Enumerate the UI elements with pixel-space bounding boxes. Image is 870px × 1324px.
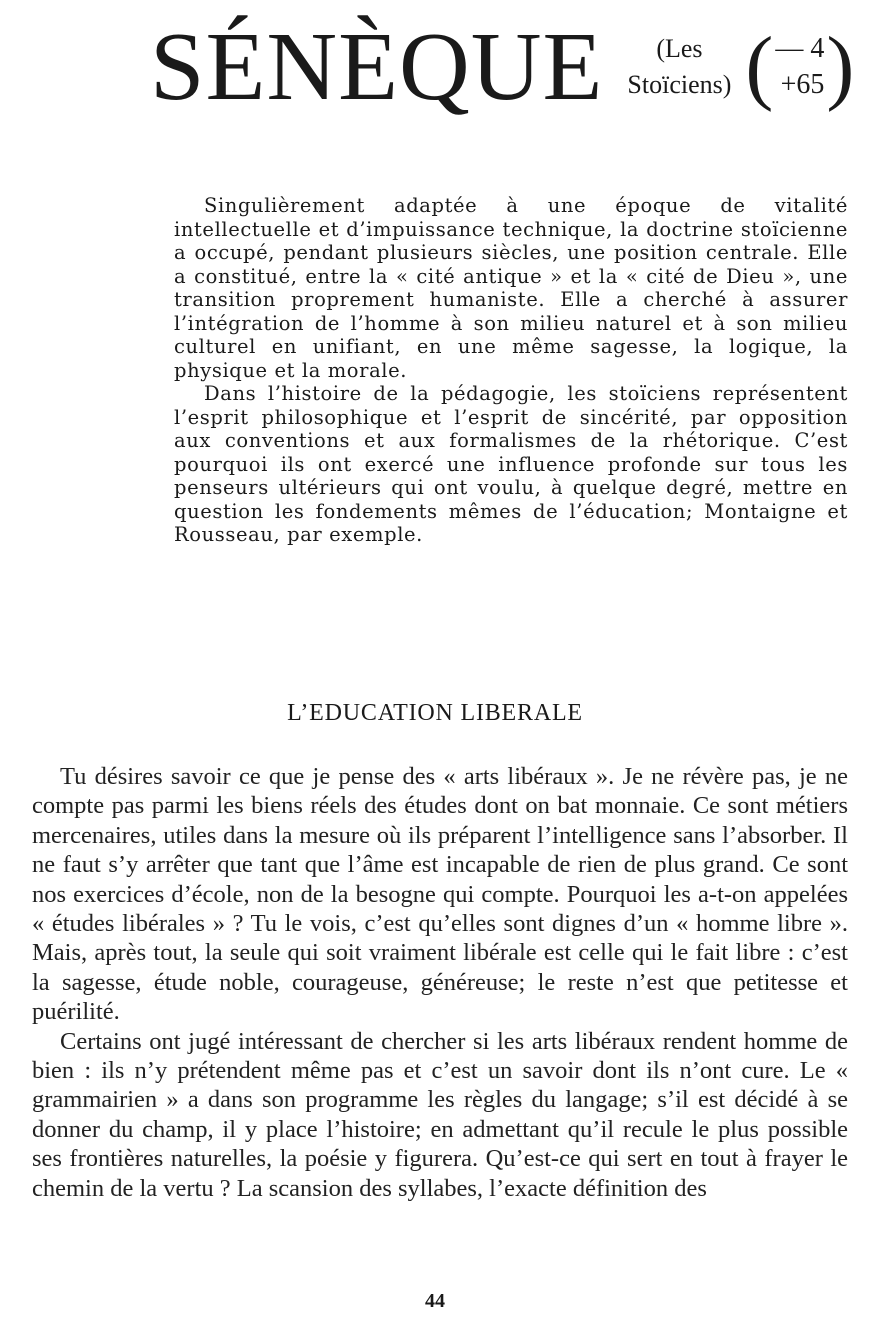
intro-text [174,194,848,547]
body-paragraph: Certains ont jugé intéressant de chercher si les arts libéraux rendent homme de bien : ils n’y prétendent même pas et c’est un savoir dont ils n’ont cure. Le « grammairien » a dans son programme les règles du langage; s’il est décidé à se donner du champ, il y place l’histoire; en admettant qu’il recule le plus possible ses frontières naturelles, la poésie y figurera. Qu’est-ce qui sert en tout à frayer le chemin de la vertu ? La scansion des syllabes, l’exacte définition des [32,1027,848,1202]
lifespan-dates [775,31,824,103]
school-line-2: Stoïciens) [627,70,732,99]
section-title: L’EDUCATION LIBERALE [287,700,583,726]
intro-paragraph: Singulièrement adaptée à une époque de vitalité intellectuelle et d’impuissance technique, la doctrine stoïcienne a occupé, pendant plusieurs siècles, une position centrale. Elle a constitué, entre la « cité antique » et la « cité de Dieu », une transition proprement humaniste. Elle a cherché à assurer l’intégration de l’homme à son milieu naturel et à son milieu culturel en unifiant, en une même sagesse, la logique, la physique et la morale. [174,194,848,382]
body-paragraph: Tu désires savoir ce que je pense des « arts libéraux ». Je ne révère pas, je ne compte pas parmi les biens réels des études dont on bat monnaie. Ce sont métiers mercenaires, utiles dans la mesure où ils préparent l’intelligence sans l’absorber. Il ne faut s’y arrêter que tant que l’âme est incapable de rien de plus grand. Ce sont nos exercices d’école, non de la besogne qui compte. Pourquoi les a-t-on appelées « études libérales » ? Tu le vois, c’est qu’elles sont dignes d’un « homme libre ». Mais, après tout, la seule qui soit vraiment libérale est celle qui le fait libre : c’est la sagesse, étude noble, courageuse, généreuse; le reste n’est que petitesse et puérilité. [32,763,848,1026]
lifespan-open-paren: ( [745,20,774,113]
death-year: +65 [780,69,825,100]
birth-year: — 4 [775,33,825,64]
page-number: 44 [425,1290,445,1312]
school-label [627,31,731,103]
intro-paragraph: Dans l’histoire de la pédagogie, les stoïciens représentent l’esprit philosophique et l’esprit de sincérité, par opposition aux conventions et aux formalismes de la rhétorique. C’est pourquoi ils ont exercé une influence profonde sur tous les penseurs ultérieurs qui ont voulu, à quelque degré, mettre en question les fondements mêmes de l’éducation; Montaigne et Rousseau, par exemple. [174,382,848,546]
body-text [32,762,848,1203]
lifespan [745,20,855,113]
chapter-title: SÉNÈQUE [150,13,604,121]
school-line-1: (Les [656,34,703,63]
chapter-header [150,13,855,121]
lifespan-close-paren: ) [826,20,855,113]
